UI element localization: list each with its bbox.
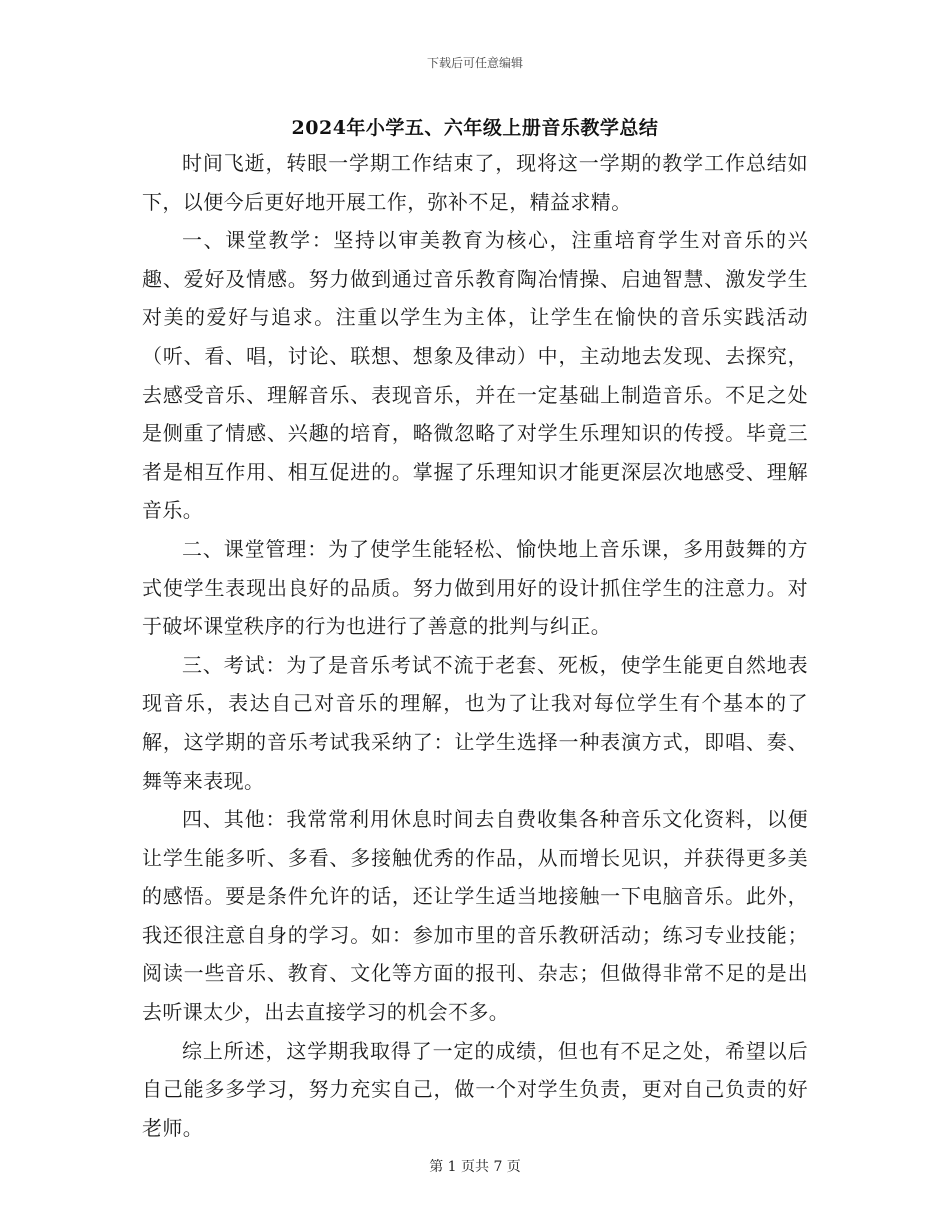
document-title: 2024年小学五、六年级上册音乐教学总结 <box>291 117 659 139</box>
paragraph-classroom-teaching: 一、课堂教学：坚持以审美教育为核心，注重培育学生对音乐的兴趣、爱好及情感。努力做到通过音乐教育陶冶情操、启迪智慧、激发学生对美的爱好与追求。注重以学生为主体，让学生在愉快的音乐实践活动（听、看、唱，讨论、联想、想象及律动）中，主动地去发现、去探究，去感受音乐、理解音乐、表现音乐，并在一定基础上制造音乐。不足之处是侧重了情感、兴趣的培育，略微忽略了对学生乐理知识的传授。毕竟三者是相互作用、相互促进的。掌握了乐理知识才能更深层次地感受、理解音乐。 <box>142 228 808 523</box>
paragraph-other: 四、其他：我常常利用休息时间去自费收集各种音乐文化资料，以便让学生能多听、多看、多接触优秀的作品，从而增长见识，并获得更多美的感悟。要是条件允许的话，还让学生适当地接触一下电脑音乐。此外，我还很注意自身的学习。如：参加市里的音乐教研活动；练习专业技能；阅读一些音乐、教育、文化等方面的报刊、杂志；但做得非常不足的是出去听课太少，出去直接学习的机会不多。 <box>142 807 808 1025</box>
header-note: 下载后可任意编辑 <box>426 56 523 70</box>
paragraph-exam: 三、考试：为了是音乐考试不流于老套、死板，使学生能更自然地表现音乐，表达自己对音乐的理解，也为了让我对每位学生有个基本的了解，这学期的音乐考试我采纳了：让学生选择一种表演方式，即唱、奏、舞等来表现。 <box>142 652 808 793</box>
paragraph-intro: 时间飞逝，转眼一学期工作结束了，现将这一学期的教学工作总结如下，以便今后更好地开展工作，弥补不足，精益求精。 <box>142 151 808 214</box>
paragraph-conclusion: 综上所述，这学期我取得了一定的成绩，但也有不足之处，希望以后自己能多多学习，努力充实自己，做一个对学生负责，更对自己负责的好老师。 <box>142 1038 808 1140</box>
page-number: 第 1 页共 7 页 <box>429 1159 521 1175</box>
paragraph-classroom-management: 二、课堂管理：为了使学生能轻松、愉快地上音乐课，多用鼓舞的方式使学生表现出良好的品质。努力做到用好的设计抓住学生的注意力。对于破坏课堂秩序的行为也进行了善意的批判与纠正。 <box>142 536 808 639</box>
document-body <box>142 144 808 1147</box>
